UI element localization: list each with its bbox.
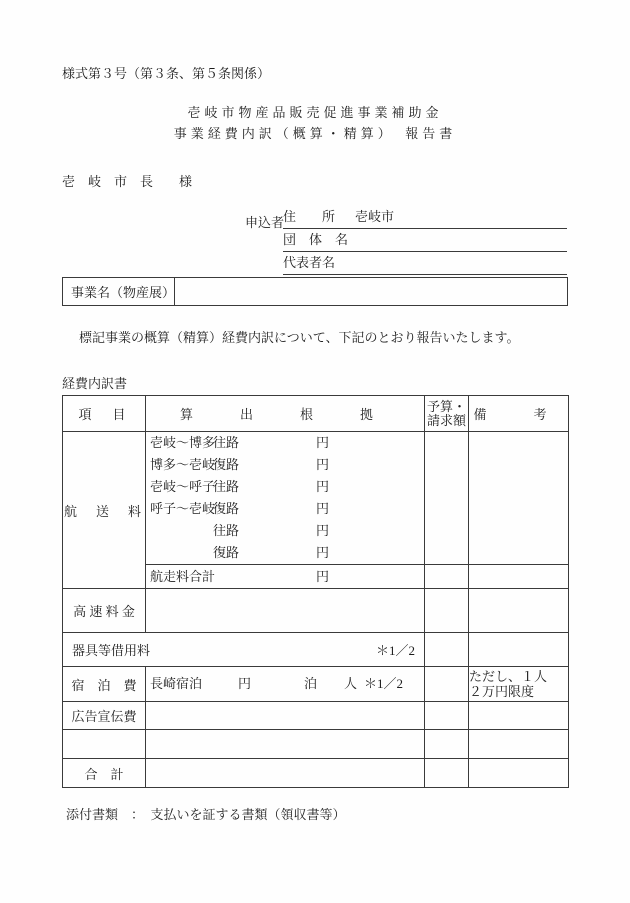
intro-text: 標記事業の概算（精算）経費内訳について、下記のとおり報告いたします。 [79,330,520,345]
equipment-rental-row [63,633,569,667]
address-value: 壱岐市 [355,209,395,224]
lodging-basis-cell [146,667,425,702]
attachment-note: 添付書類 ： 支払いを証する書類（領収書等） [66,807,346,822]
col-header-amount [425,396,469,432]
lodging-remarks-line2: ２万円限度 [469,684,535,699]
freight-basis-cell [146,432,425,565]
freight-line [146,432,424,454]
highway-toll-basis-cell [146,589,425,633]
freight-unit: 円 [316,523,330,538]
freight-unit: 円 [316,545,330,560]
freight-unit: 円 [316,435,330,450]
blank-amount-cell [425,730,469,759]
lodging-remarks-cell [469,667,569,702]
freight-leg: 往路 [213,523,240,538]
freight-item-label: 航 送 料 [63,432,146,589]
freight-subtotal-line [146,565,424,588]
total-remarks-cell [469,759,569,788]
equipment-rental-content [63,640,424,659]
table-header-row [63,396,569,432]
freight-leg: 復路 [213,545,240,560]
highway-toll-remarks-cell [469,589,569,633]
highway-toll-amount-cell [425,589,469,633]
total-amount-cell [425,759,469,788]
lodging-unit-nights: 泊 [304,676,318,691]
freight-route: 壱岐～博多 [150,435,216,450]
freight-line [146,542,424,564]
freight-subtotal-unit: 円 [316,569,330,584]
organization-name-field [283,229,567,252]
form-number: 様式第３号（第３条、第５条関係） [62,66,271,81]
address-label: 住 所 [283,209,336,224]
freight-unit: 円 [316,457,330,472]
freight-subtotal-cell [146,565,425,589]
total-row [63,759,569,788]
freight-leg: 復路 [213,501,240,516]
freight-leg: 往路 [213,435,240,450]
highway-toll-label: 高 速 料 金 [63,589,146,633]
advertising-basis-cell [146,702,425,730]
lodging-remarks-line1: ただし、１人 [469,669,548,684]
total-label: 合 計 [63,759,146,788]
advertising-remarks-cell [469,702,569,730]
address-field [283,206,567,229]
col-header-item: 項 目 [63,396,146,432]
freight-line [146,520,424,542]
advertising-amount-cell [425,702,469,730]
col-header-amount-line2: 請求額 [426,412,466,428]
equipment-rental-amount-cell [425,633,469,667]
freight-subtotal-remarks-cell [469,565,569,589]
advertising-label: 広告宣伝費 [63,702,146,730]
freight-route: 壱岐～呼子 [150,479,216,494]
lodging-amount-cell [425,667,469,702]
representative-name-label: 代表者名 [283,255,336,270]
equipment-rental-label: 器具等借用料 [72,643,151,658]
freight-line [146,498,424,520]
lodging-unit-persons: 人 [344,676,358,691]
lodging-basis-content [146,667,424,701]
equipment-rental-cell [63,633,425,667]
freight-leg: 往路 [213,479,240,494]
blank-basis-cell [146,730,425,759]
freight-route: 博多～壱岐 [150,457,216,472]
lodging-note: ＊1／2 [364,676,404,691]
freight-unit: 円 [316,479,330,494]
organization-name-label: 団 体 名 [283,232,349,247]
col-header-amount-line1: 予算・ [426,398,466,414]
lodging-unit-yen: 円 [238,676,252,691]
expense-breakdown-table [62,395,569,788]
blank-row [63,730,569,759]
freight-row [63,432,569,565]
freight-remarks-cell [469,432,569,565]
freight-amount-cell [425,432,469,565]
project-name-value [175,278,567,305]
project-name-box [62,277,568,306]
lodging-row [63,667,569,702]
blank-remarks-cell [469,730,569,759]
freight-subtotal-label: 航走料合計 [150,569,216,584]
addressee: 壱 岐 市 長 様 [62,174,193,189]
document-title [0,102,630,144]
lodging-label: 宿 泊 費 [63,667,146,702]
freight-leg: 復路 [213,457,240,472]
freight-route: 呼子～壱岐 [150,501,216,516]
freight-unit: 円 [316,501,330,516]
freight-line [146,454,424,476]
total-basis-cell [146,759,425,788]
breakdown-section-label: 経費内訳書 [62,376,128,391]
col-header-basis: 算 出 根 拠 [146,396,425,432]
freight-subtotal-amount-cell [425,565,469,589]
document-title-line1: 壱岐市物産品販売促進事業補助金 [187,105,443,120]
lodging-place: 長崎宿泊 [150,676,203,691]
highway-toll-row [63,589,569,633]
freight-line [146,476,424,498]
equipment-rental-note: ＊1／2 [375,643,415,658]
project-name-label: 事業名（物産展） [63,278,175,305]
applicant-fields [283,206,567,275]
representative-name-field [283,252,567,275]
col-header-remarks: 備 考 [469,396,569,432]
blank-item-cell [63,730,146,759]
equipment-rental-remarks-cell [469,633,569,667]
applicant-label: 申込者 [245,215,285,230]
advertising-row [63,702,569,730]
document-title-line2: 事業経費内訳（概算・精算） 報告書 [173,126,457,141]
